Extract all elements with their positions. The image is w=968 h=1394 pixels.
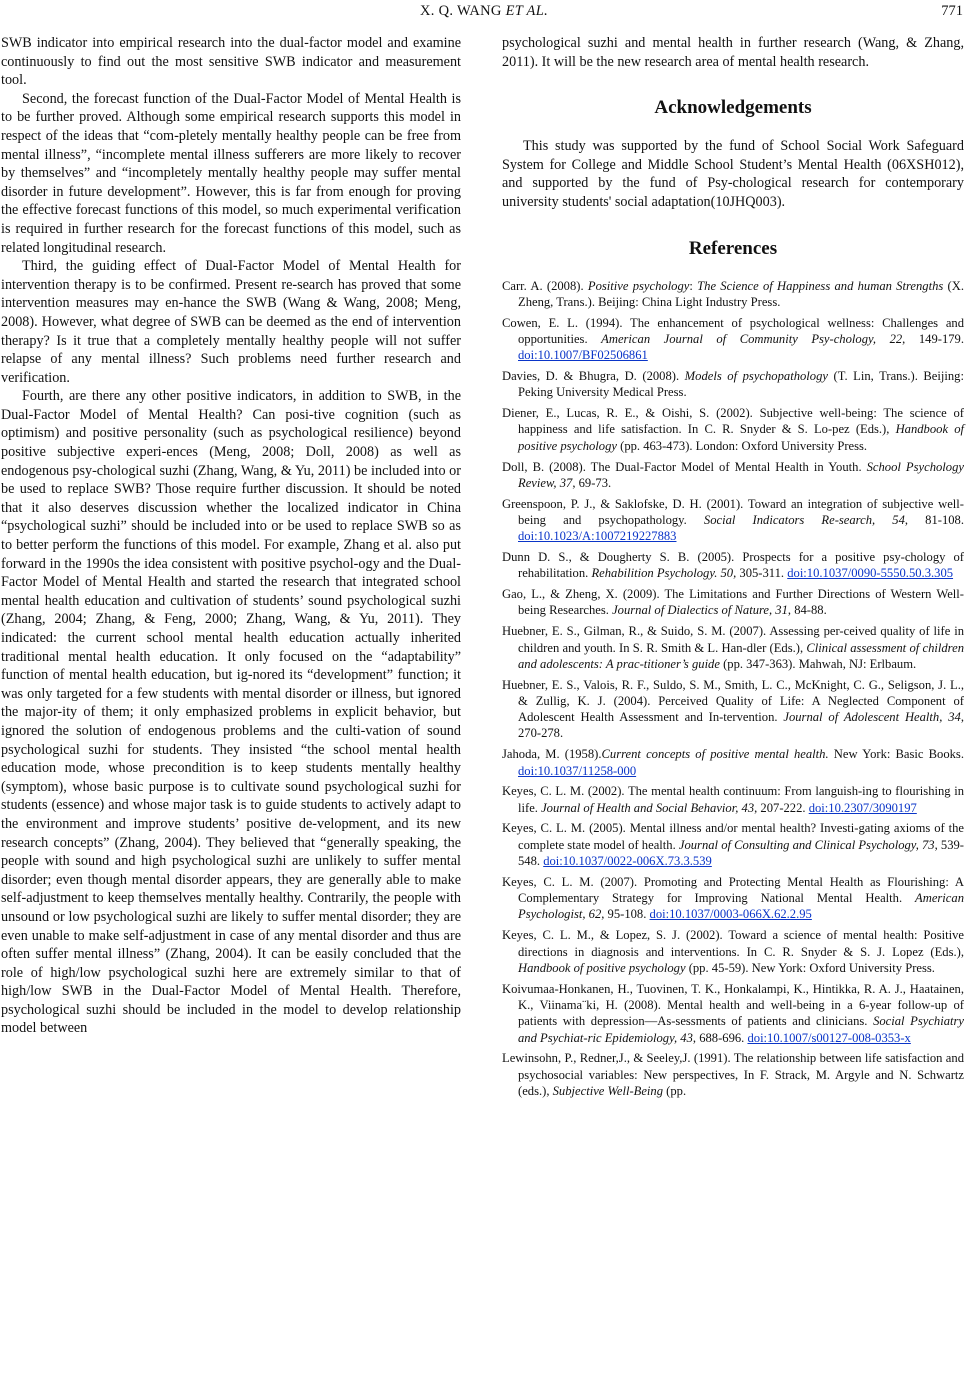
reference-source: Journal of Adolescent Health, 34 <box>783 710 961 725</box>
doi-link[interactable]: doi:10.1007/s00127-008-0353-x <box>747 1030 911 1045</box>
doi-link[interactable]: doi:10.1037/11258-000 <box>518 763 637 778</box>
reference-text: Gao, L., & Zheng, X. (2009). The Limitations and Further Directions of Western Well-being Researches. <box>502 587 964 618</box>
reference-entry <box>502 677 964 742</box>
reference-entry <box>502 874 964 923</box>
references-heading: References <box>688 237 778 259</box>
reference-source: Journal of Dialectics of Nature, 31 <box>612 603 788 618</box>
reference-entry <box>502 1050 964 1099</box>
reference-text: Lewinsohn, P., Redner,J., & Seeley,J. (1991). The relationship between life satisfaction and psychosocial variables: New perspectives, In F. Strack, M. Argyle and N. Schwartz (eds.), <box>502 1051 964 1098</box>
running-head-names: X. Q. WANG <box>420 3 502 19</box>
reference-text: Cowen, E. L. (1994). The enhancement of psychological wellness: Challenges and opportunities. <box>502 315 964 346</box>
reference-text: Keyes, C. L. M. (2005). Mental illness and/or mental health? Investi-gating axioms of the complete state model of health. <box>502 821 964 852</box>
running-head-etal: ET AL. <box>505 3 548 19</box>
reference-text: (pp. <box>663 1083 687 1098</box>
reference-text: Keyes, C. L. M. (2007). Promoting and Protecting Mental Health as Flourishing: A Complementary Strategy for Improving National Mental Health. <box>502 874 964 906</box>
reference-entry <box>502 586 964 619</box>
reference-text: Huebner, E. S., Valois, R. F., Suldo, S. M., Smith, L. C., McKnight, C. G., Seligson, J. L., & Zullig, K. J. (2004). Perceived Quality of Life: A Neglected Component of Adolescent Health Assessment and In-tervention. <box>502 677 964 725</box>
reference-source: Subjective Well-Being <box>552 1083 664 1098</box>
reference-source: Handbook of positive psychology <box>518 960 686 975</box>
doi-link[interactable]: doi:10.1023/A:1007219227883 <box>518 529 677 544</box>
reference-text: Davies, D. & Bhugra, D. (2008). <box>502 369 685 384</box>
reference-text: , 95-108. <box>601 907 650 922</box>
reference-entry <box>502 927 964 976</box>
doi-link[interactable]: doi:10.1037/0003-066X.62.2.95 <box>649 907 812 922</box>
reference-source: School Psychology Review, 37 <box>518 459 964 490</box>
acknowledgements-text: This study was supported by the fund of School Social Work Safeguard System for College and Middle School Student’s Mental Health (06XSH012), and supported by the fund of Psy-chological research for contemporary university students' social adaptation(10JHQ003). <box>502 138 964 210</box>
reference-source: Social Indicators Re-search, 54 <box>703 512 905 527</box>
body-paragraph: psychological suzhi and mental health in further research (Wang, & Zhang, 2011). It will be the new research area of mental health research. <box>502 35 964 70</box>
reference-entry <box>502 278 964 311</box>
reference-text: Dunn D. S., & Dougherty S. B. (2005). Prospects for a positive psy-chology of rehabilitation. <box>502 550 964 581</box>
reference-source: Social Psychiatry and Psychiat-ric Epidemiology, 43 <box>518 1014 964 1045</box>
doi-link[interactable]: doi:10.1037/0022-006X.73.3.539 <box>543 854 712 869</box>
body-paragraph: Fourth, are there any other positive indicators, in addition to SWB, in the Dual-Factor Model of Mental Health? Can posi-tive cognition (such as optimism) and positive personality (such as psychological resilience) beyond positive subjective experi-ences (Meng, 2008; Doll, 2008) as well as endogenous psy-chological suzhi (Zhang, Wang, & Yu, 2011) be included into or be used to replace SWB? Those require further discussion. It should be noted that it also deserves discussion whether the localized indicator in China “psychological suzhi” should be included into or be used to replace SWB so as to better perform the functions of this model. For example, Zhang et al. also put forward in the 1990s the idea consistent with positive psychol-ogy and the Dual-Factor Model of Mental Health and started the research that integrated school mental health education and cultivation of students’ sound psychological suzhi (Zhang, 2004; Zhang, & Feng, 2000; Zhang, Wang, & Yu, 2011). They indicated: the current school mental health education actually inherited traditional mental health education. It only focused on the “adaptability” function of mental health education, but ig-nored its “development” function; it was only targeted for a few students with mental disorder or illness, but ignored the major-ity of them; it only emphasized problems in explicit behavior, but ignored the solution of endogenous problems and the culti-vation of sound psychological suzhi for students. They insisted “the school mental health education mode, whose precondition is to keep students mentally healthy (symptom), whose basic purpose is to cultivate sound psychological suzhi for students (essence) and whose major task is to guide students to actively adapt to the environment and improve students’ positive de-velopment, and its new research concepts” (Zhang, 2004). They believed that “generally speaking, the people with sound and high psychological suzhi are unlikely to suffer mental disorder; even though mental disorder appears, they are generally able to make self-adjustment to keep themselves mentally healthy. Contrarily, the people with unsound or low psychological suzhi are likely to suffer mental disorder; they are even unable to make self-adjustment in case of any mental disorder and thus are often suffer mental illness” (Zhang, 2004). It can be easily concluded that the role of high/low psychological suzhi here are extremely similar to that of high/low SWB in the Dual-Factor Model of Mental Health. Therefore, psychological suzhi should be included in the model to develop relationship model between <box>1 388 461 1037</box>
reference-text: , 69-73. <box>572 475 612 490</box>
reference-text: , 207-222. <box>754 800 809 815</box>
reference-text: Keyes, C. L. M., & Lopez, S. J. (2002). Toward a science of mental health: Positive directions in diagnosis and interventions. In C. R. Snyder & S. J. Lopez (Eds.), <box>502 928 964 959</box>
reference-text: (X. Zheng, Trans.). Beijing: China Light Industry Press. <box>518 278 964 309</box>
reference-source: American Journal of Community Psy-chology, 22 <box>601 331 903 346</box>
reference-entry <box>502 368 964 401</box>
doi-link[interactable]: doi:10.1007/BF02506861 <box>518 348 648 363</box>
reference-source: American Psychologist, 62 <box>518 891 964 922</box>
reference-text: , 81-108. <box>904 512 964 527</box>
reference-text: (T. Lin, Trans.). Beijing: Peking University Medical Press. <box>518 369 964 400</box>
body-paragraph: Third, the guiding effect of Dual-Factor Model of Mental Health for intervention therapy is to be confirmed. Present re-search has proved that some intervention measures may en-hance the SWB (Wang & Wang, 2008; Meng, 2008). However, what degree of SWB can be deemed as the end of intervention therapy? Is it true that a completely mentally healthy people will not suffer relapse of any mental illness? Such problems need further research and verification. <box>1 258 461 386</box>
left-column <box>1 34 461 1038</box>
reference-text: Carr. A. (2008). <box>502 278 588 293</box>
doi-link[interactable]: doi:10.1037/0090-5550.50.3.305 <box>787 566 954 581</box>
reference-text: Koivumaa-Honkanen, H., Tuovinen, T. K., Honkalampi, K., Hintikka, R. A. J., Haatainen, K., Viinama¨ki, H. (2008). Mental health and well-being in a 6-year follow-up of patients with depression—As-sessments of patients and clinicians. <box>502 981 964 1029</box>
reference-text: Diener, E., Lucas, R. E., & Oishi, S. (2002). Subjective well-being: The science of happiness and life satisfaction. In C. R. Snyder & S. Lo-pez (Eds.), <box>502 406 964 437</box>
reference-text: , 688-696. <box>692 1030 748 1045</box>
reference-text: (pp. 463-473). London: Oxford University Press. <box>616 438 868 453</box>
right-column <box>502 34 964 1104</box>
reference-text: , 149-179. <box>902 331 964 346</box>
reference-source: Models of psychopathology <box>684 369 828 384</box>
reference-entry <box>502 459 964 492</box>
reference-text: , 270-278. <box>518 710 964 741</box>
references-list <box>502 278 964 1100</box>
reference-source: Clinical assessment of children and adolescents: A prac-titioner’s guide <box>518 640 964 671</box>
acknowledgements-heading: Acknowledgements <box>654 97 812 119</box>
reference-text: Jahoda, M. (1958). <box>502 747 602 762</box>
reference-source: Journal of Health and Social Behavior, 43 <box>541 800 755 815</box>
reference-source: Rehabilition Psychology. 50, <box>591 566 737 581</box>
reference-text: Doll, B. (2008). The Dual-Factor Model of Mental Health in Youth. <box>502 459 867 474</box>
body-paragraph: Second, the forecast function of the Dual-Factor Model of Mental Health is to be further proved. Although some empirical research supports this model in respect of the ideas that “com-pletely mentally healthy people can be free from mental illness”, “incomplete mental illness sufferers are more likely to recover by themselves” and “incompletely mentally healthy people may suffer mental disorder in future development”. However, this is far from enough for proving the effective forecast functions of this model, so much experimental verification is required in further research for the forecast functions of this model, such as related longitudinal research. <box>1 90 461 256</box>
reference-text: New York: Basic Books. <box>828 747 964 762</box>
reference-entry <box>502 623 964 672</box>
reference-entry <box>502 549 964 582</box>
reference-entry <box>502 315 964 364</box>
reference-source: Journal of Consulting and Clinical Psychology, 73 <box>678 837 935 852</box>
reference-source: The Science of Happiness and human Strengths <box>697 278 944 293</box>
reference-entry <box>502 820 964 869</box>
reference-text: , 539-548. <box>518 837 964 869</box>
reference-entry <box>502 405 964 454</box>
reference-text: : <box>689 278 698 293</box>
reference-entry <box>502 783 964 816</box>
reference-entry <box>502 496 964 545</box>
reference-source: Current concepts of positive mental health. <box>601 747 829 762</box>
reference-entry <box>502 981 964 1046</box>
reference-text: (pp. 45-59). New York: Oxford University Press. <box>685 960 935 975</box>
reference-source: Positive psychology <box>587 278 690 293</box>
reference-entry <box>502 746 964 779</box>
reference-source: Handbook of positive psychology <box>518 422 964 453</box>
reference-text: 305-311. <box>736 566 788 581</box>
reference-text: Keyes, C. L. M. (2002). The mental health continuum: From languish-ing to flourishing in life. <box>502 784 964 815</box>
reference-text: , 84-88. <box>787 603 827 618</box>
doi-link[interactable]: doi:10.2307/3090197 <box>808 800 917 815</box>
running-head <box>0 3 968 20</box>
reference-text: (pp. 347-363). Mahwah, NJ: Erlbaum. <box>719 656 917 671</box>
page-number: 771 <box>941 3 963 19</box>
reference-text: Huebner, E. S., Gilman, R., & Suido, S. M. (2007). Assessing per-ceived quality of life in children and youth. In S. R. Smith & L. Han-dler (Eds.), <box>502 624 964 655</box>
page-header <box>0 0 968 28</box>
reference-text: Greenspoon, P. J., & Saklofske, D. H. (2001). Toward an integration of subjective well-being and psychopathology. <box>502 496 964 527</box>
body-paragraph: SWB indicator into empirical research into the dual-factor model and examine continuously to find out the most sensitive SWB indicator and measurement tool. <box>1 35 461 89</box>
